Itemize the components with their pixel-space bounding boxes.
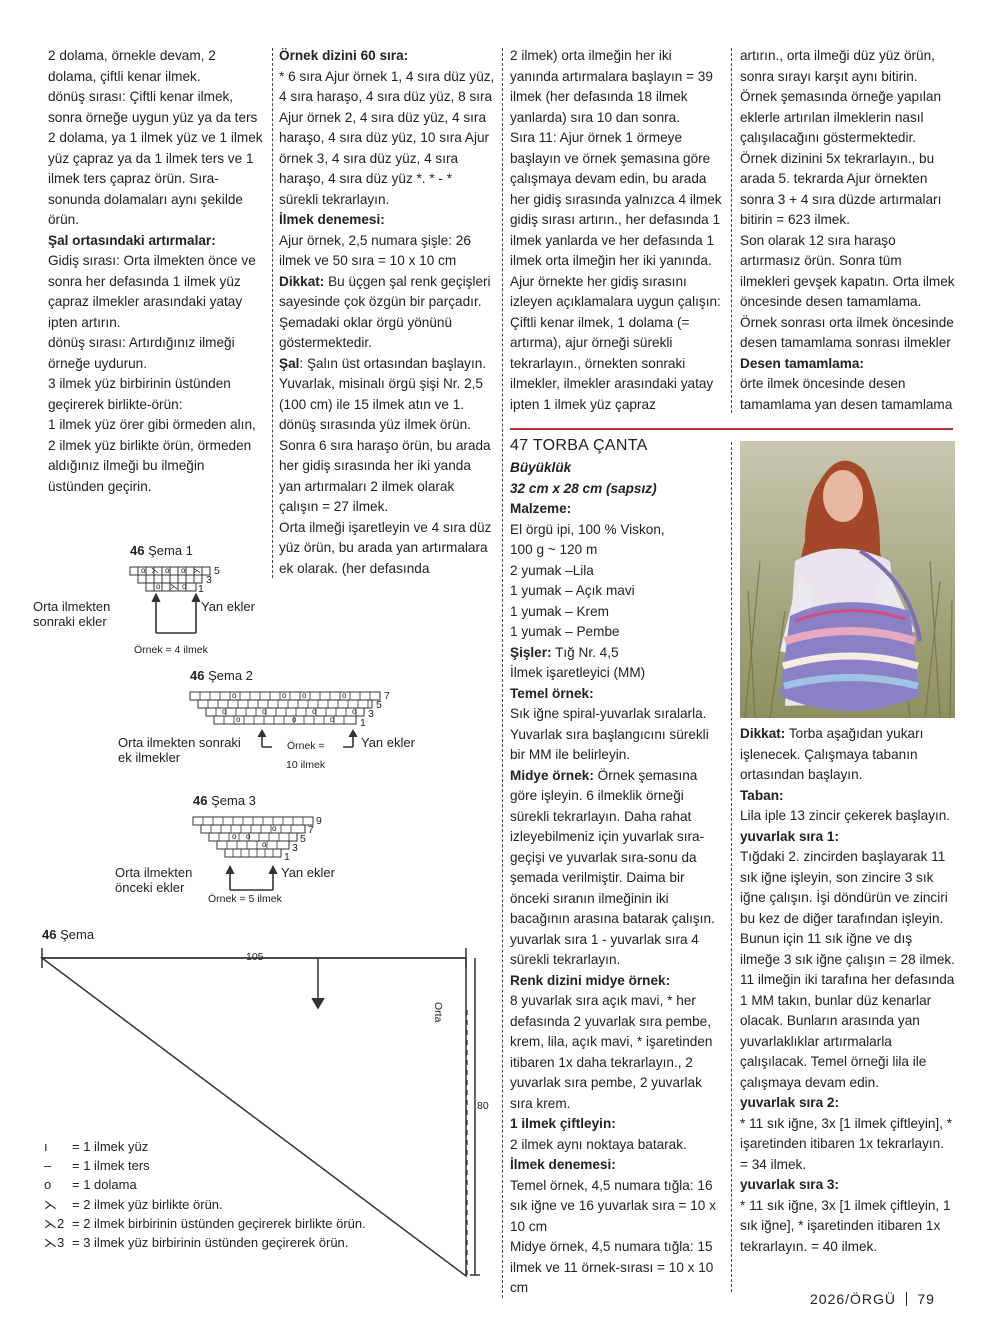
svg-text:o: o — [236, 715, 241, 724]
paragraph: Temel örnek, 4,5 numara tığla: 16 sık iğne ve 16 yuvarlak sıra = 10 x 10 cm — [510, 1177, 716, 1234]
svg-text:⋋: ⋋ — [170, 582, 178, 591]
svg-text:o: o — [262, 840, 267, 849]
paragraph: Renk dizini midye örnek: — [510, 972, 671, 988]
sema3-row-5: 5 — [300, 833, 306, 845]
paragraph: İlmek denemesi: — [510, 1157, 616, 1172]
paragraph: yuvarlak sıra 2: — [740, 1095, 839, 1110]
paragraph: yuvarlak sıra 3: — [740, 1177, 839, 1192]
main-schema-height: 80 — [477, 1100, 489, 1112]
paragraph: İlmek denemesi: — [279, 212, 385, 227]
svg-text:o: o — [156, 582, 161, 591]
paragraph: * 6 sıra Ajur örnek 1, 4 sıra düz yüz, 4 sıra haraşo, 4 sıra düz yüz, 8 sıra Ajur örnek 2, 4 sıra düz yüz, 4 sıra haraşo, 4 sıra düz yüz, 10 sıra Ajur örnek 3, 4 sıra düz yüz, 4 sıra haraşo, 4 sıra düz yüz *. * - * sürekli tekrarlayın. — [279, 68, 495, 207]
sema3-row-1: 1 — [284, 851, 290, 863]
sema2-row-5: 5 — [376, 699, 382, 711]
paragraph: 8 yuvarlak sıra açık mavi, * her defasında 2 yuvarlak sıra pembe, krem, lila, açık mavi, * işaretinden itibaren 1x daha tekrarlayın., 2 yuvarlak sıra pembe, 2 yuvarlak sıra krem. — [510, 993, 713, 1111]
footer-divider — [906, 1292, 908, 1306]
sema2-row-3: 3 — [368, 708, 374, 720]
main-sema-title: 46 Şema — [42, 927, 95, 942]
sema1-row-1: 1 — [198, 583, 204, 595]
paragraph: Midye örnek: Örnek şemasına göre işleyin. 6 ilmeklik örneği sürekli tekrarlayın. Daha rahat izleyebilmeniz için yuvarlak sıra-geçişi ve yuvarlak sıra-sonu da şemada verilmiştir. Daima bir önceki sıranın ilmeğinin iki bacağının arasına batarak çalışın. yuvarlak sıra 1 - yuvarlak sıra 4 sürekli tekrarlayın. — [510, 767, 715, 967]
paragraph: 1 yumak – Açık mavi — [510, 583, 635, 598]
legend-symbol: o — [44, 1177, 52, 1193]
legend-text: = 3 ilmek yüz birbirinin üstünden geçirerek örün. — [72, 1235, 349, 1250]
paragraph: artırın., orta ilmeği düz yüz örün, sonra sırayı karşıt aynı bitirin. Örnek şemasında örneğe yapılan eklerle artırılan ilmeklerin nasıl çalışılacağını göstermektedir. — [740, 48, 942, 145]
sema2-left-label: Orta ilmekten sonraki ek ilmekler — [118, 735, 241, 765]
svg-text:o: o — [181, 566, 186, 575]
svg-text:⋋: ⋋ — [151, 566, 159, 575]
main-schema-width: 105 — [246, 951, 264, 963]
paragraph: örte ilmek öncesinde desen tamamlama yan desen tamamlama — [740, 376, 953, 412]
paragraph: 2 yumak –Lila — [510, 562, 594, 578]
legend-symbol: – — [44, 1158, 52, 1174]
sema3-row-7: 7 — [308, 824, 314, 836]
legend-text: = 2 ilmek yüz birlikte örün. — [72, 1196, 223, 1212]
paragraph: Büyüklük — [510, 460, 572, 475]
paragraph: Örnek dizini 60 sıra: — [279, 48, 409, 63]
sema1-row-5: 5 — [214, 565, 220, 577]
paragraph: Gidiş sırası: Orta ilmekten önce ve sonra her defasında 1 ilmek yüz çapraz ilmekler arasındaki yatay ipten artırın. — [48, 253, 256, 330]
svg-text:o: o — [222, 707, 227, 716]
svg-text:o: o — [292, 715, 297, 724]
model-with-bag-image — [740, 441, 955, 718]
paragraph: Tığdaki 2. zincirden başlayarak 11 sık iğne işleyin, son zincire 3 sık iğne çalışın. İşi döndürün ve zinciri bu kez de diğer tarafından işleyin. Bunun için 11 sık iğne ve dış ilmeğe 3 sık iğne çalışın = 28 ilmek. 11 ilmeğin iki tarafına her defasında 1 MM takın, bunlar düz kenarlar olacak. Bunların arasında yan yuvarlaklıklar artırmalarla çalışılacak. Temel örneği lila ile çalışmaya devam edin. — [740, 849, 955, 1090]
svg-text:o: o — [262, 707, 267, 716]
column-divider — [731, 48, 732, 413]
svg-text:o: o — [165, 566, 170, 575]
sema3-row-3: 3 — [292, 842, 298, 854]
sema3-left-label: Orta ilmekten önceki ekler — [115, 865, 193, 895]
legend-text: = 1 ilmek yüz — [72, 1139, 149, 1154]
paragraph: Lila iple 13 zincir çekerek başlayın. — [740, 808, 951, 823]
sema1-right-label: Yan ekler — [201, 599, 255, 614]
svg-text:o: o — [232, 691, 237, 700]
paragraph: 1 ilmek yüz örer gibi örmeden alın, 2 ilmek yüz birlikte örün, örmeden aldığınız ilmeği bu ilmeğin üstünden geçirin. — [48, 417, 256, 494]
svg-text:o: o — [312, 707, 317, 716]
svg-text:o: o — [330, 715, 335, 724]
paragraph: Şal: Şalın üst ortasından başlayın. Yuvarlak, misinalı örgü şişi Nr. 2,5 (100 cm) ile 15 ilmek atın ve 1. dönüş sırasında yüz ilmek örün. Sonra 6 sıra haraşo örün, bu arada her gidiş sırasında her iki yanda yan artırmaları 2 ilmek olarak çalışın = 27 ilmek. — [279, 355, 491, 514]
paragraph: Ajur örnek, 2,5 numara şişle: 26 ilmek ve 50 sıra = 10 x 10 cm — [279, 232, 471, 268]
svg-text:o: o — [182, 582, 187, 591]
legend-symbol: ⋋ — [44, 1196, 57, 1212]
legend-symbol: ı — [44, 1139, 48, 1154]
sema2-right-label: Yan ekler — [361, 735, 415, 750]
paragraph: Temel örnek: — [510, 685, 594, 701]
svg-text:⋋: ⋋ — [193, 566, 201, 575]
paragraph: Sıra 11: Ajur örnek 1 örmeye başlayın ve örnek şemasına göre çalışmaya devam edin, bu arada her gidiş sırasında yalnızca 4 ilmek gidiş sırası artırın., her defasında 1 ilmek yanlarda ve her defasında 1 ilmek orta ilmeğin her iki yanında. Ajur örnekte her gidiş sırasını izleyen açıklamalara uygun çalışın: Çiftli kenar ilmek, 1 dolama (= artırma), ajur örneği sürekli tekrarlayın., örnekten sonraki ilmekler, ilmekler arasındaki yatay ipten 1 ilmek yüz çapraz — [510, 130, 722, 412]
paragraph: 100 g ~ 120 m — [510, 542, 598, 557]
svg-text:o: o — [302, 691, 307, 700]
paragraph: 1 yumak – Pembe — [510, 624, 620, 639]
paragraph: dönüş sırası: Çiftli kenar ilmek, sonra örneğe uygun yüz ya da ters 2 dolama, ya 1 ilmek yüz ve 1 ilmek yüz çapraz ya da 1 ilmek ters ve 1 ilmek ters çapraz örün. Sıra-sonunda dolamaları aynı şekilde örün. — [48, 89, 263, 227]
sema3-repeat-label: Örnek = 5 ilmek — [208, 893, 282, 905]
sema1-row-3: 3 — [206, 574, 212, 586]
column-divider — [502, 48, 503, 1298]
bag-column — [510, 458, 725, 1299]
column-divider — [272, 48, 273, 578]
svg-text:o: o — [272, 824, 277, 833]
svg-text:o: o — [246, 832, 251, 841]
paragraph: yuvarlak sıra 1: — [740, 828, 839, 844]
paragraph: 1 yumak – Krem — [510, 603, 609, 619]
paragraph: Midye örnek, 4,5 numara tığla: 15 ilmek ve 11 örnek-sırası = 10 x 10 cm — [510, 1239, 714, 1295]
paragraph: Örnek dizinini 5x tekrarlayın., bu arada 5. tekrarda Ajur örnekten sonra 3 + 4 sıra düzde artırmaları bitirin = 623 ilmek. — [740, 150, 942, 227]
paragraph: 2 ilmek aynı noktaya batarak. — [510, 1136, 687, 1152]
column-1 — [48, 46, 263, 497]
paragraph: Taban: — [740, 787, 784, 803]
legend-text: = 1 ilmek ters — [72, 1158, 150, 1174]
sema1-left-label: Orta ilmekten sonraki ekler — [33, 599, 111, 629]
paragraph: Şal ortasındaki artırmalar: — [48, 232, 216, 248]
paragraph: İlmek işaretleyici (MM) — [510, 665, 646, 680]
paragraph: Sık iğne spiral-yuvarlak sıralarla. Yuvarlak sıra başlangıcını sürekli bir MM ile belirleyin. — [510, 706, 709, 762]
paragraph: 3 ilmek yüz birbirinin üstünden geçirerek birlikte-örün: — [48, 376, 231, 412]
paragraph: * 11 sık iğne, 3x [1 ilmek çiftleyin, 1 sık iğne], * işaretinden itibaren 1x tekrarlayın. = 40 ilmek. — [740, 1197, 951, 1254]
column-4 — [740, 46, 955, 415]
svg-text:o: o — [141, 566, 146, 575]
paragraph: Şişler: Tığ Nr. 4,5 — [510, 644, 619, 660]
paragraph: Son olarak 12 sıra haraşo artırmasız örün. Sonra tüm ilmekleri gevşek kapatın. Orta ilmek öncesinde desen tamamlama. Örnek sonrası orta ilmek öncesinde desen tamamlama sonrası ilmekler — [740, 232, 955, 350]
sema3-row-9: 9 — [316, 815, 322, 827]
legend-symbol: ⋋3 — [44, 1235, 65, 1250]
sema1-title: 46 Şema 1 — [130, 543, 193, 558]
page-footer — [810, 1291, 935, 1307]
sema2-repeat-label-2: 10 ilmek — [286, 759, 326, 771]
issue-label: 2026/ÖRGÜ — [810, 1291, 897, 1307]
column-2 — [279, 46, 495, 579]
paragraph: 1 ilmek çiftleyin: — [510, 1116, 616, 1131]
sema3-title: 46 Şema 3 — [193, 793, 256, 808]
main-schema-center-label: Orta — [432, 1002, 444, 1023]
sema3-right-label: Yan ekler — [281, 865, 335, 880]
legend-text: = 1 dolama — [72, 1177, 137, 1193]
paragraph: Malzeme: — [510, 501, 572, 516]
paragraph: El örgü ipi, 100 % Viskon, — [510, 521, 665, 537]
column-divider — [731, 442, 732, 1292]
paragraph: Desen tamamlama: — [740, 355, 864, 371]
svg-text:o: o — [352, 707, 357, 716]
bag-section-title: 47 TORBA ÇANTA — [510, 437, 648, 454]
paragraph: * 11 sık iğne, 3x [1 ilmek çiftleyin], * işaretinden itibaren 1x tekrarlayın. = 34 ilmek. — [740, 1115, 953, 1172]
sema2-title: 46 Şema 2 — [190, 668, 253, 683]
svg-text:o: o — [342, 691, 347, 700]
sema2-row-1: 1 — [360, 717, 366, 729]
paragraph: 2 dolama, örnekle devam, 2 dolama, çiftli kenar ilmek. — [48, 48, 216, 84]
paragraph: 32 cm x 28 cm (sapsız) — [510, 480, 657, 496]
column-3 — [510, 46, 723, 415]
paragraph: Dikkat: Torba aşağıdan yukarı işlenecek. Çalışmaya tabanın ortasından başlayın. — [740, 726, 924, 782]
svg-text:o: o — [282, 691, 287, 700]
bag-photo — [740, 441, 955, 718]
svg-text:o: o — [232, 832, 237, 841]
column-6 — [740, 724, 955, 1257]
legend-text: = 2 ilmek birbirinin üstünden geçirerek birlikte örün. — [72, 1215, 366, 1231]
sema2-row-7: 7 — [384, 690, 390, 702]
paragraph: 2 ilmek) orta ilmeğin her iki yanında artırmalara başlayın = 39 ilmek (her defasında 18 ilmek yanlarda) sıra 10 dan sonra. — [510, 48, 713, 125]
section-rule — [510, 428, 953, 430]
paragraph: dönüş sırası: Artırdığınız ilmeği örneğe uydurun. — [48, 335, 235, 371]
sema2-repeat-label-1: Örnek = — [287, 740, 325, 752]
paragraph: Dikkat: Bu üçgen şal renk geçişleri sayesinde çok özgün bir parçadır. Şemadaki oklar örgü yönünü göstermektedir. — [279, 273, 491, 350]
paragraph: Orta ilmeği işaretleyin ve 4 sıra düz yüz örün, bu arada yan artırmalara ek olarak. (her defasında — [279, 519, 492, 576]
legend-symbol: ⋋2 — [44, 1215, 65, 1231]
page-number: 79 — [917, 1291, 935, 1307]
sema1-repeat-label: Örnek = 4 ilmek — [134, 644, 208, 656]
